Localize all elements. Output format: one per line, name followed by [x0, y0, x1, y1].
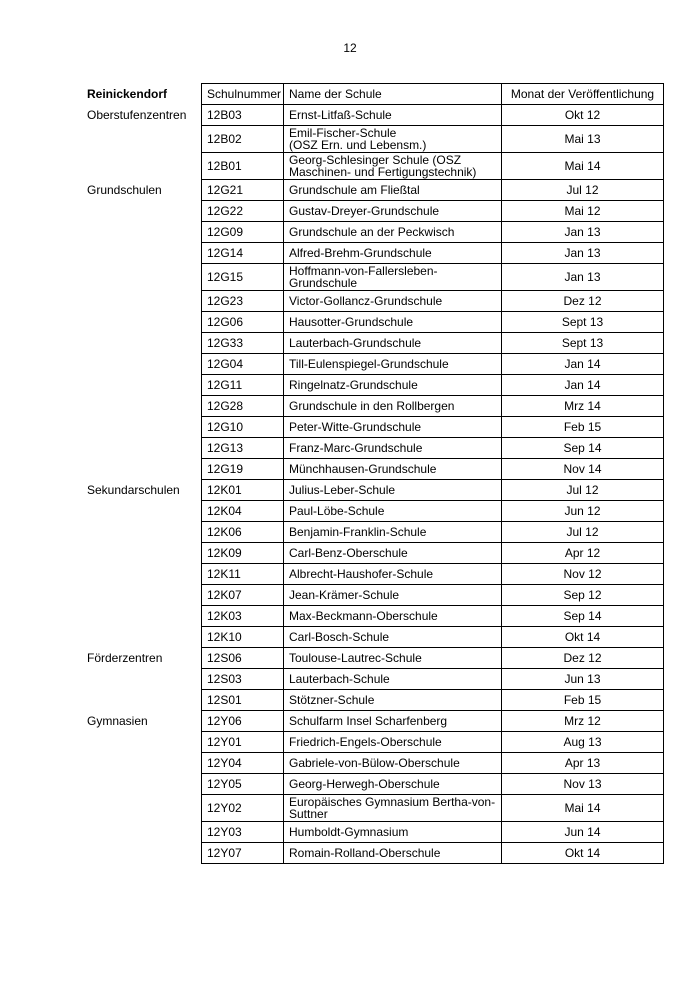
school-code: 12G22 [202, 201, 284, 222]
school-name: Stötzner-Schule [284, 690, 502, 711]
table-row [202, 333, 664, 354]
school-code: 12G11 [202, 375, 284, 396]
school-name: Franz-Marc-Grundschule [284, 438, 502, 459]
publication-month: Sep 14 [502, 438, 664, 459]
school-code: 12S03 [202, 669, 284, 690]
school-name: Ringelnatz-Grundschule [284, 375, 502, 396]
table-row [202, 585, 664, 606]
school-name: Till-Eulenspiegel-Grundschule [284, 354, 502, 375]
school-code: 12G10 [202, 417, 284, 438]
school-code: 12B01 [202, 153, 284, 180]
publication-month: Jun 12 [502, 501, 664, 522]
school-code: 12Y07 [202, 843, 284, 864]
school-code: 12Y04 [202, 753, 284, 774]
school-name: Georg-Herwegh-Oberschule [284, 774, 502, 795]
publication-month: Jan 13 [502, 264, 664, 291]
publication-month: Nov 12 [502, 564, 664, 585]
category-spacer [87, 794, 201, 821]
publication-month: Aug 13 [502, 732, 664, 753]
publication-month: Jan 13 [502, 222, 664, 243]
school-name: Julius-Leber-Schule [284, 480, 502, 501]
publication-month: Dez 12 [502, 648, 664, 669]
table-row [202, 312, 664, 333]
table-row [202, 843, 664, 864]
category-spacer [87, 200, 201, 221]
category-spacer [87, 242, 201, 263]
publication-month: Nov 14 [502, 459, 664, 480]
school-code: 12G13 [202, 438, 284, 459]
category-spacer [87, 332, 201, 353]
category-spacer [87, 521, 201, 542]
school-name: Paul-Löbe-Schule [284, 501, 502, 522]
school-code: 12G06 [202, 312, 284, 333]
publication-month: Jul 12 [502, 180, 664, 201]
publication-month: Nov 13 [502, 774, 664, 795]
table-row [202, 606, 664, 627]
publication-month: Jun 13 [502, 669, 664, 690]
school-code: 12Y06 [202, 711, 284, 732]
publication-month: Jul 12 [502, 522, 664, 543]
table-row [202, 822, 664, 843]
header-month: Monat der Veröffentlichung [502, 84, 664, 105]
table-row [202, 417, 664, 438]
category-spacer [87, 542, 201, 563]
publication-month: Mai 13 [502, 126, 664, 153]
school-code: 12G04 [202, 354, 284, 375]
school-code: 12G23 [202, 291, 284, 312]
category-spacer [87, 125, 201, 152]
publication-month: Sept 13 [502, 312, 664, 333]
school-name: Grundschule an der Peckwisch [284, 222, 502, 243]
school-name: Lauterbach-Grundschule [284, 333, 502, 354]
table-row [202, 375, 664, 396]
category-spacer [87, 842, 201, 863]
category-spacer [87, 500, 201, 521]
school-code: 12K04 [202, 501, 284, 522]
table-row [202, 180, 664, 201]
school-name: Gabriele-von-Bülow-Oberschule [284, 753, 502, 774]
category-spacer [87, 626, 201, 647]
publication-month: Mai 14 [502, 795, 664, 822]
category-spacer [87, 311, 201, 332]
category-spacer [87, 458, 201, 479]
school-code: 12G33 [202, 333, 284, 354]
school-code: 12Y02 [202, 795, 284, 822]
school-code: 12K03 [202, 606, 284, 627]
category-spacer [87, 605, 201, 626]
school-code: 12K07 [202, 585, 284, 606]
school-name: Alfred-Brehm-Grundschule [284, 243, 502, 264]
publication-month: Okt 14 [502, 843, 664, 864]
school-code: 12S06 [202, 648, 284, 669]
table-row [202, 153, 664, 180]
category-spacer [87, 221, 201, 242]
table-row [202, 522, 664, 543]
publication-month: Dez 12 [502, 291, 664, 312]
school-name: Peter-Witte-Grundschule [284, 417, 502, 438]
school-code: 12G28 [202, 396, 284, 417]
table-row [202, 795, 664, 822]
table-row [202, 690, 664, 711]
school-code: 12K09 [202, 543, 284, 564]
publication-month: Mai 12 [502, 201, 664, 222]
category-spacer [87, 668, 201, 689]
school-name: Georg-Schlesinger Schule (OSZ Maschinen- und Fertigungstechnik) [284, 153, 502, 180]
page-number: 12 [343, 41, 357, 55]
school-code: 12B03 [202, 105, 284, 126]
category-label: Grundschulen [87, 182, 162, 197]
table-row [202, 627, 664, 648]
publication-month: Sept 13 [502, 333, 664, 354]
category-label: Förderzentren [87, 650, 163, 665]
table-row [202, 732, 664, 753]
category-label: Gymnasien [87, 713, 148, 728]
school-code: 12K10 [202, 627, 284, 648]
category-spacer [87, 263, 201, 290]
table-row [202, 501, 664, 522]
category-label: Sekundarschulen [87, 482, 180, 497]
category-spacer [87, 395, 201, 416]
publication-month: Feb 15 [502, 690, 664, 711]
school-name: Humboldt-Gymnasium [284, 822, 502, 843]
table-row [202, 201, 664, 222]
school-name: Benjamin-Franklin-Schule [284, 522, 502, 543]
table-row [202, 291, 664, 312]
table-row [202, 774, 664, 795]
publication-month: Sep 12 [502, 585, 664, 606]
publication-month: Jan 14 [502, 354, 664, 375]
school-name: Emil-Fischer-Schule (OSZ Ern. und Lebensm.) [284, 126, 502, 153]
publication-month: Jun 14 [502, 822, 664, 843]
table-row [202, 480, 664, 501]
school-name: Lauterbach-Schule [284, 669, 502, 690]
publication-month: Sep 14 [502, 606, 664, 627]
school-name: Romain-Rolland-Oberschule [284, 843, 502, 864]
header-name: Name der Schule [284, 84, 502, 105]
school-name: Jean-Krämer-Schule [284, 585, 502, 606]
school-code: 12Y03 [202, 822, 284, 843]
publication-month: Okt 12 [502, 105, 664, 126]
school-name: Ernst-Litfaß-Schule [284, 105, 502, 126]
publication-month: Jan 13 [502, 243, 664, 264]
category-spacer [87, 416, 201, 437]
school-name: Münchhausen-Grundschule [284, 459, 502, 480]
category-spacer [87, 731, 201, 752]
category-spacer [87, 821, 201, 842]
category-label: Oberstufenzentren [87, 107, 187, 122]
schools-table [201, 83, 664, 864]
school-code: 12G09 [202, 222, 284, 243]
school-code: 12G15 [202, 264, 284, 291]
school-name: Hausotter-Grundschule [284, 312, 502, 333]
publication-month: Apr 12 [502, 543, 664, 564]
category-spacer [87, 752, 201, 773]
category-spacer [87, 563, 201, 584]
district-label: Reinickendorf [87, 86, 168, 101]
table-row [202, 354, 664, 375]
school-code: 12Y05 [202, 774, 284, 795]
table-row [202, 564, 664, 585]
table-row [202, 105, 664, 126]
school-code: 12G14 [202, 243, 284, 264]
table-row [202, 669, 664, 690]
category-spacer [87, 437, 201, 458]
table-row [202, 264, 664, 291]
school-name: Albrecht-Haushofer-Schule [284, 564, 502, 585]
table-row [202, 396, 664, 417]
table-row [202, 243, 664, 264]
school-code: 12K11 [202, 564, 284, 585]
school-code: 12G19 [202, 459, 284, 480]
school-name: Carl-Benz-Oberschule [284, 543, 502, 564]
category-spacer [87, 374, 201, 395]
publication-month: Feb 15 [502, 417, 664, 438]
table-row [202, 753, 664, 774]
school-name: Victor-Gollancz-Grundschule [284, 291, 502, 312]
table-row [202, 459, 664, 480]
category-spacer [87, 689, 201, 710]
school-name: Toulouse-Lautrec-Schule [284, 648, 502, 669]
school-name: Grundschule in den Rollbergen [284, 396, 502, 417]
category-spacer [87, 773, 201, 794]
category-column [87, 83, 201, 863]
publication-month: Mrz 12 [502, 711, 664, 732]
category-spacer [87, 584, 201, 605]
table-row [202, 222, 664, 243]
header-row [202, 84, 664, 105]
table-row [202, 648, 664, 669]
publication-month: Jan 14 [502, 375, 664, 396]
publication-month: Okt 14 [502, 627, 664, 648]
publication-month: Mrz 14 [502, 396, 664, 417]
school-code: 12S01 [202, 690, 284, 711]
school-name: Gustav-Dreyer-Grundschule [284, 201, 502, 222]
school-name: Carl-Bosch-Schule [284, 627, 502, 648]
school-code: 12K01 [202, 480, 284, 501]
category-spacer [87, 152, 201, 179]
school-name: Friedrich-Engels-Oberschule [284, 732, 502, 753]
school-name: Europäisches Gymnasium Bertha-von-Suttner [284, 795, 502, 822]
school-name: Max-Beckmann-Oberschule [284, 606, 502, 627]
table-row [202, 543, 664, 564]
school-name: Hoffmann-von-Fallersleben-Grundschule [284, 264, 502, 291]
school-name: Schulfarm Insel Scharfenberg [284, 711, 502, 732]
publication-month: Mai 14 [502, 153, 664, 180]
category-spacer [87, 290, 201, 311]
table-row [202, 711, 664, 732]
school-code: 12G21 [202, 180, 284, 201]
school-code: 12K06 [202, 522, 284, 543]
category-spacer [87, 353, 201, 374]
table-row [202, 438, 664, 459]
header-code: Schulnummer [202, 84, 284, 105]
publication-month: Jul 12 [502, 480, 664, 501]
publication-month: Apr 13 [502, 753, 664, 774]
school-name: Grundschule am Fließtal [284, 180, 502, 201]
school-code: 12B02 [202, 126, 284, 153]
table-row [202, 126, 664, 153]
school-code: 12Y01 [202, 732, 284, 753]
